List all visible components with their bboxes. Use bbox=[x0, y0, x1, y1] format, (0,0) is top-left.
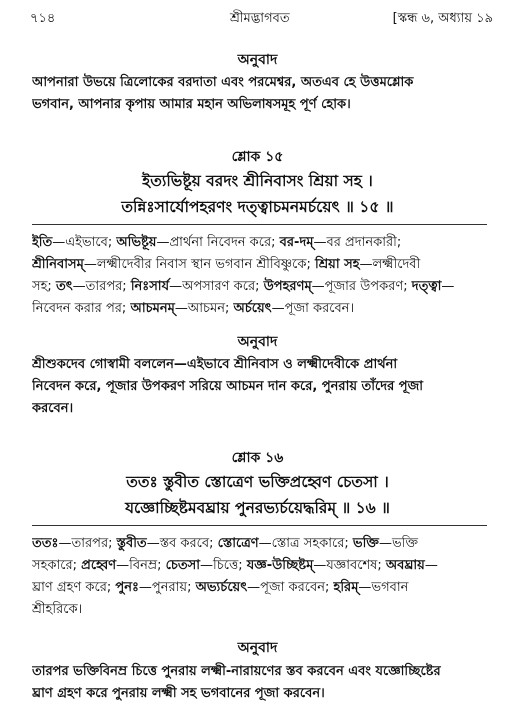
term-meaning: সহ; bbox=[32, 279, 56, 294]
translation-paragraph bbox=[32, 661, 487, 705]
divider bbox=[32, 525, 487, 526]
sanskrit-term: তৎ bbox=[55, 279, 73, 294]
sanskrit-term: অর্চয়েৎ bbox=[233, 301, 272, 316]
translation-line: ঘ্রাণ গ্রহণ করে পুনরায় লক্ষ্মী সহ ভগবানের পূজা করবেন। bbox=[32, 686, 325, 701]
synonyms-paragraph bbox=[32, 232, 487, 320]
synonyms-line bbox=[32, 298, 487, 320]
sanskrit-term: ততঃ bbox=[32, 536, 59, 551]
term-meaning: — bbox=[424, 558, 438, 573]
verse-line: ততঃ স্তুবীত স্তোত্রেণ ভক্তিপ্রহ্বেণ চেতসা । bbox=[126, 473, 389, 491]
synonyms-line bbox=[32, 232, 487, 254]
translation-line: নিবেদন করে, পূজার উপকরণ সরিয়ে আচমন দান করে, পুনরায় তাঁদের পূজা bbox=[32, 379, 424, 394]
term-meaning: —বর প্রদানকারী; bbox=[313, 235, 402, 250]
synonyms-line bbox=[32, 599, 487, 621]
sanskrit-term: হরিম্ bbox=[333, 580, 359, 595]
synonyms-line bbox=[32, 577, 487, 599]
sanskrit-term: শ্রিয়া সহ bbox=[315, 257, 360, 272]
verse-line: যজ্ঞোচ্ছিষ্টমবঘ্রায় পুনরভ্যর্চয়েদ্ধরিম্ ॥ ১৬ ॥ bbox=[125, 499, 390, 517]
sanskrit-term: ভক্তি bbox=[352, 536, 379, 551]
term-meaning: —লক্ষ্মীদেবী bbox=[359, 257, 421, 272]
synonyms-paragraph bbox=[32, 533, 487, 621]
book-title: শ্রীমদ্ভাগবত bbox=[230, 11, 290, 26]
verse-line: ইত্যভিষ্টূয় বরদং শ্রীনিবাসং শ্রিয়া সহ । bbox=[142, 172, 373, 190]
sanskrit-term: অভ্যর্চয়েৎ bbox=[195, 580, 248, 595]
translation-heading: অনুবাদ bbox=[237, 640, 278, 656]
term-meaning: —স্তব করবে; bbox=[146, 536, 218, 551]
verse-label: শ্লোক ১৬ bbox=[231, 450, 284, 466]
translation-heading: অনুবাদ bbox=[237, 334, 278, 350]
sanskrit-term: অবঘ্রায় bbox=[385, 558, 425, 573]
translation-line: ভগবান, আপনার কৃপায় আমার মহান অভিলাষসমূহ পূর্ণ হোক। bbox=[32, 97, 351, 112]
term-meaning: —স্তোত্র সহকারে; bbox=[258, 536, 353, 551]
synonyms-line bbox=[32, 555, 487, 577]
synonyms-line bbox=[32, 276, 487, 298]
term-meaning: —এইভাবে; bbox=[52, 235, 117, 250]
page-number: ৭১৪ bbox=[30, 11, 56, 26]
chapter-reference: [স্কন্ধ ৬, অধ্যায় ১৯ bbox=[392, 11, 493, 26]
running-header bbox=[30, 7, 493, 29]
translation-line: করবেন। bbox=[32, 401, 74, 416]
term-meaning: —ভগবান bbox=[358, 580, 409, 595]
sanskrit-term: পুনঃ bbox=[115, 580, 139, 595]
synonyms-line bbox=[32, 533, 487, 555]
translation-paragraph bbox=[32, 354, 487, 420]
translation-line: আপনারা উভয়ে ত্রিলোকের বরদাতা এবং পরমেশ্বর, অতএব হে উত্তমশ্লোক bbox=[32, 75, 414, 90]
term-meaning: ঘ্রাণ গ্রহণ করে; bbox=[32, 580, 116, 595]
synonyms-line bbox=[32, 254, 487, 276]
term-meaning: — bbox=[441, 279, 455, 294]
translation-line: শ্রীশুকদেব গোস্বামী বললেন—এইভাবে শ্রীনিবাস ও লক্ষ্মীদেবীকে প্রার্থনা bbox=[32, 357, 398, 372]
term-meaning: —প্রার্থনা নিবেদন করে; bbox=[156, 235, 280, 250]
term-meaning: —বিনম্র; bbox=[116, 558, 166, 573]
sanskrit-term: নিঃসার্য bbox=[130, 279, 170, 294]
term-meaning: —পুনরায়; bbox=[138, 580, 196, 595]
divider bbox=[32, 224, 487, 225]
sanskrit-term: শ্রীনিবাসম্ bbox=[32, 257, 84, 272]
sanskrit-term: বর-দম্ bbox=[279, 235, 314, 250]
term-meaning: নিবেদন করার পর; bbox=[32, 301, 131, 316]
term-meaning: —ভক্তি bbox=[378, 536, 418, 551]
term-meaning: —তারপর; bbox=[72, 279, 131, 294]
sanskrit-term: অভিষ্টূয় bbox=[116, 235, 157, 250]
sanskrit-term: স্তুবীত bbox=[116, 536, 147, 551]
term-meaning: —পূজা করবেন; bbox=[247, 580, 334, 595]
term-meaning: —লক্ষ্মীদেবীর নিবাস স্থান ভগবান শ্রীবিষ্ণুকে; bbox=[83, 257, 315, 272]
term-meaning: সহকারে; bbox=[32, 558, 82, 573]
term-meaning: —তারপর; bbox=[58, 536, 117, 551]
sanskrit-term: যজ্ঞ-উচ্ছিষ্টম্ bbox=[246, 558, 314, 573]
translation-heading: অনুবাদ bbox=[237, 52, 278, 68]
sanskrit-term: আচমনম্ bbox=[130, 301, 175, 316]
term-meaning: —আচমন; bbox=[174, 301, 234, 316]
term-meaning: —অপসারণ করে; bbox=[169, 279, 264, 294]
term-meaning: —চিত্তে; bbox=[200, 558, 247, 573]
sanskrit-term: প্রহ্বেণ bbox=[81, 558, 117, 573]
sanskrit-term: দত্ত্বা bbox=[411, 279, 442, 294]
term-meaning: —পূজা করবেন। bbox=[271, 301, 355, 316]
term-meaning: শ্রীহরিকে। bbox=[32, 602, 83, 617]
sanskrit-term: উপহরণম্ bbox=[263, 279, 312, 294]
verse-line: তন্নিঃসার্যোপহরণং দত্ত্বাচমনমর্চয়েৎ ॥ ১৫ ॥ bbox=[121, 198, 394, 216]
translation-paragraph bbox=[32, 72, 487, 116]
term-meaning: —যজ্ঞাবশেষ; bbox=[313, 558, 386, 573]
sanskrit-term: চেতসা bbox=[165, 558, 201, 573]
sanskrit-term: স্তোত্রেণ bbox=[217, 536, 259, 551]
term-meaning: —পূজার উপকরণ; bbox=[311, 279, 412, 294]
translation-line: তারপর ভক্তিবিনম্র চিত্তে পুনরায় লক্ষ্মী-নারায়ণের স্তব করবেন এবং যজ্ঞোচ্ছিষ্টের bbox=[32, 664, 441, 679]
verse-label: শ্লোক ১৫ bbox=[231, 149, 284, 165]
sanskrit-term: ইতি bbox=[32, 235, 53, 250]
